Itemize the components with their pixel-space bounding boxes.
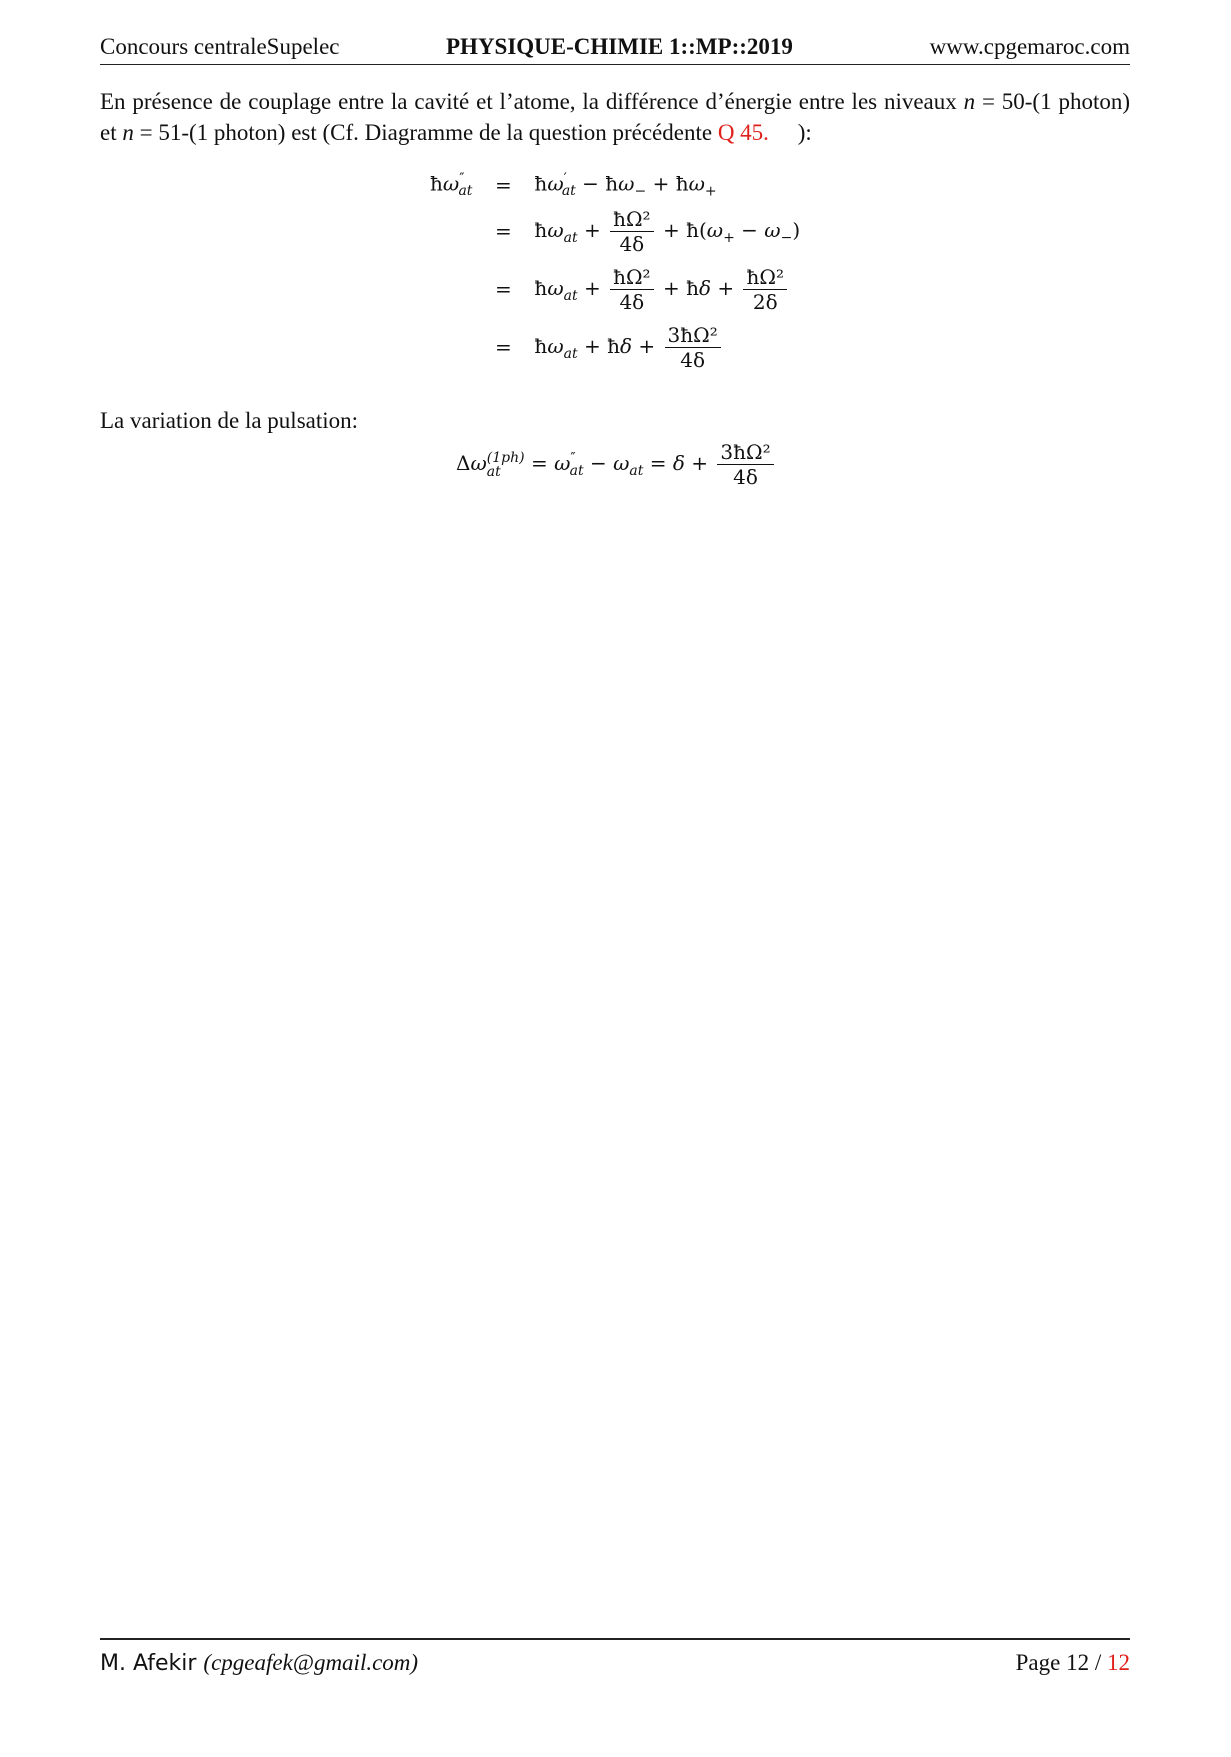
intro-paragraph: [100, 86, 1130, 148]
question-reference-link[interactable]: Q 45.: [717, 120, 769, 145]
intro-n1: n: [963, 89, 976, 114]
page-number: [1016, 1650, 1130, 1676]
footer-email: (cpgeafek@gmail.com): [203, 1650, 419, 1675]
equation-line-1: $ħ\omega''_{at}$ = $ħ\omega'_{at}$ − $ħ\omega_-$ + $ħ\omega_+$: [430, 170, 717, 200]
footer-divider: [100, 1638, 1130, 1640]
footer-author: M. Afekir: [100, 1651, 204, 1676]
page-label: Page 12 /: [1015, 1650, 1107, 1675]
variation-label: La variation de la pulsation:: [100, 408, 359, 433]
equation-line-3: = $ħ\omega_{at}$ + $\frac{\text{ħΩ²}}{4\delta}$ + ħδ + $\frac{\text{ħΩ²}}{2\delta}$: [430, 260, 800, 318]
page-header: [100, 30, 1130, 65]
final-equation: Δω (1ph) at = $\omega''_{at} - \omega_{at} = \delta$ + $\frac{\text{3ħΩ²}}{4\delta}$: [456, 440, 777, 489]
equation-line-4: = $ħ\omega_{at}$ + ħδ + $\frac{\text{3ħΩ²}}{4\delta}$: [430, 318, 800, 376]
page-total-link[interactable]: 12: [1107, 1650, 1130, 1675]
intro-n2: n: [122, 120, 134, 145]
intro-text-3: = 51-(1 photon) est (Cf. Diagramme de la question précédente: [133, 120, 718, 145]
intro-text-4: ):: [768, 120, 812, 145]
footer-author-block: [100, 1650, 418, 1676]
equation-line-2: = $ħ\omega_{at}$ + $\frac{\text{ħΩ²}}{4\delta}$ + $ħ(\omega_+ - \omega_-)$: [495, 206, 801, 256]
intro-text-2: = 50-(1 photon) et: [100, 89, 1130, 145]
header-website: www.cpgemaroc.com: [929, 34, 1130, 59]
equation-array: [430, 168, 800, 376]
header-left: Concours centraleSupelec: [100, 34, 340, 59]
intro-text-1: En présence de couplage entre la cavité et l’atome, la différence d’énergie entre les niveaux: [100, 89, 964, 114]
header-title: PHYSIQUE-CHIMIE 1::MP::2019: [446, 34, 793, 59]
